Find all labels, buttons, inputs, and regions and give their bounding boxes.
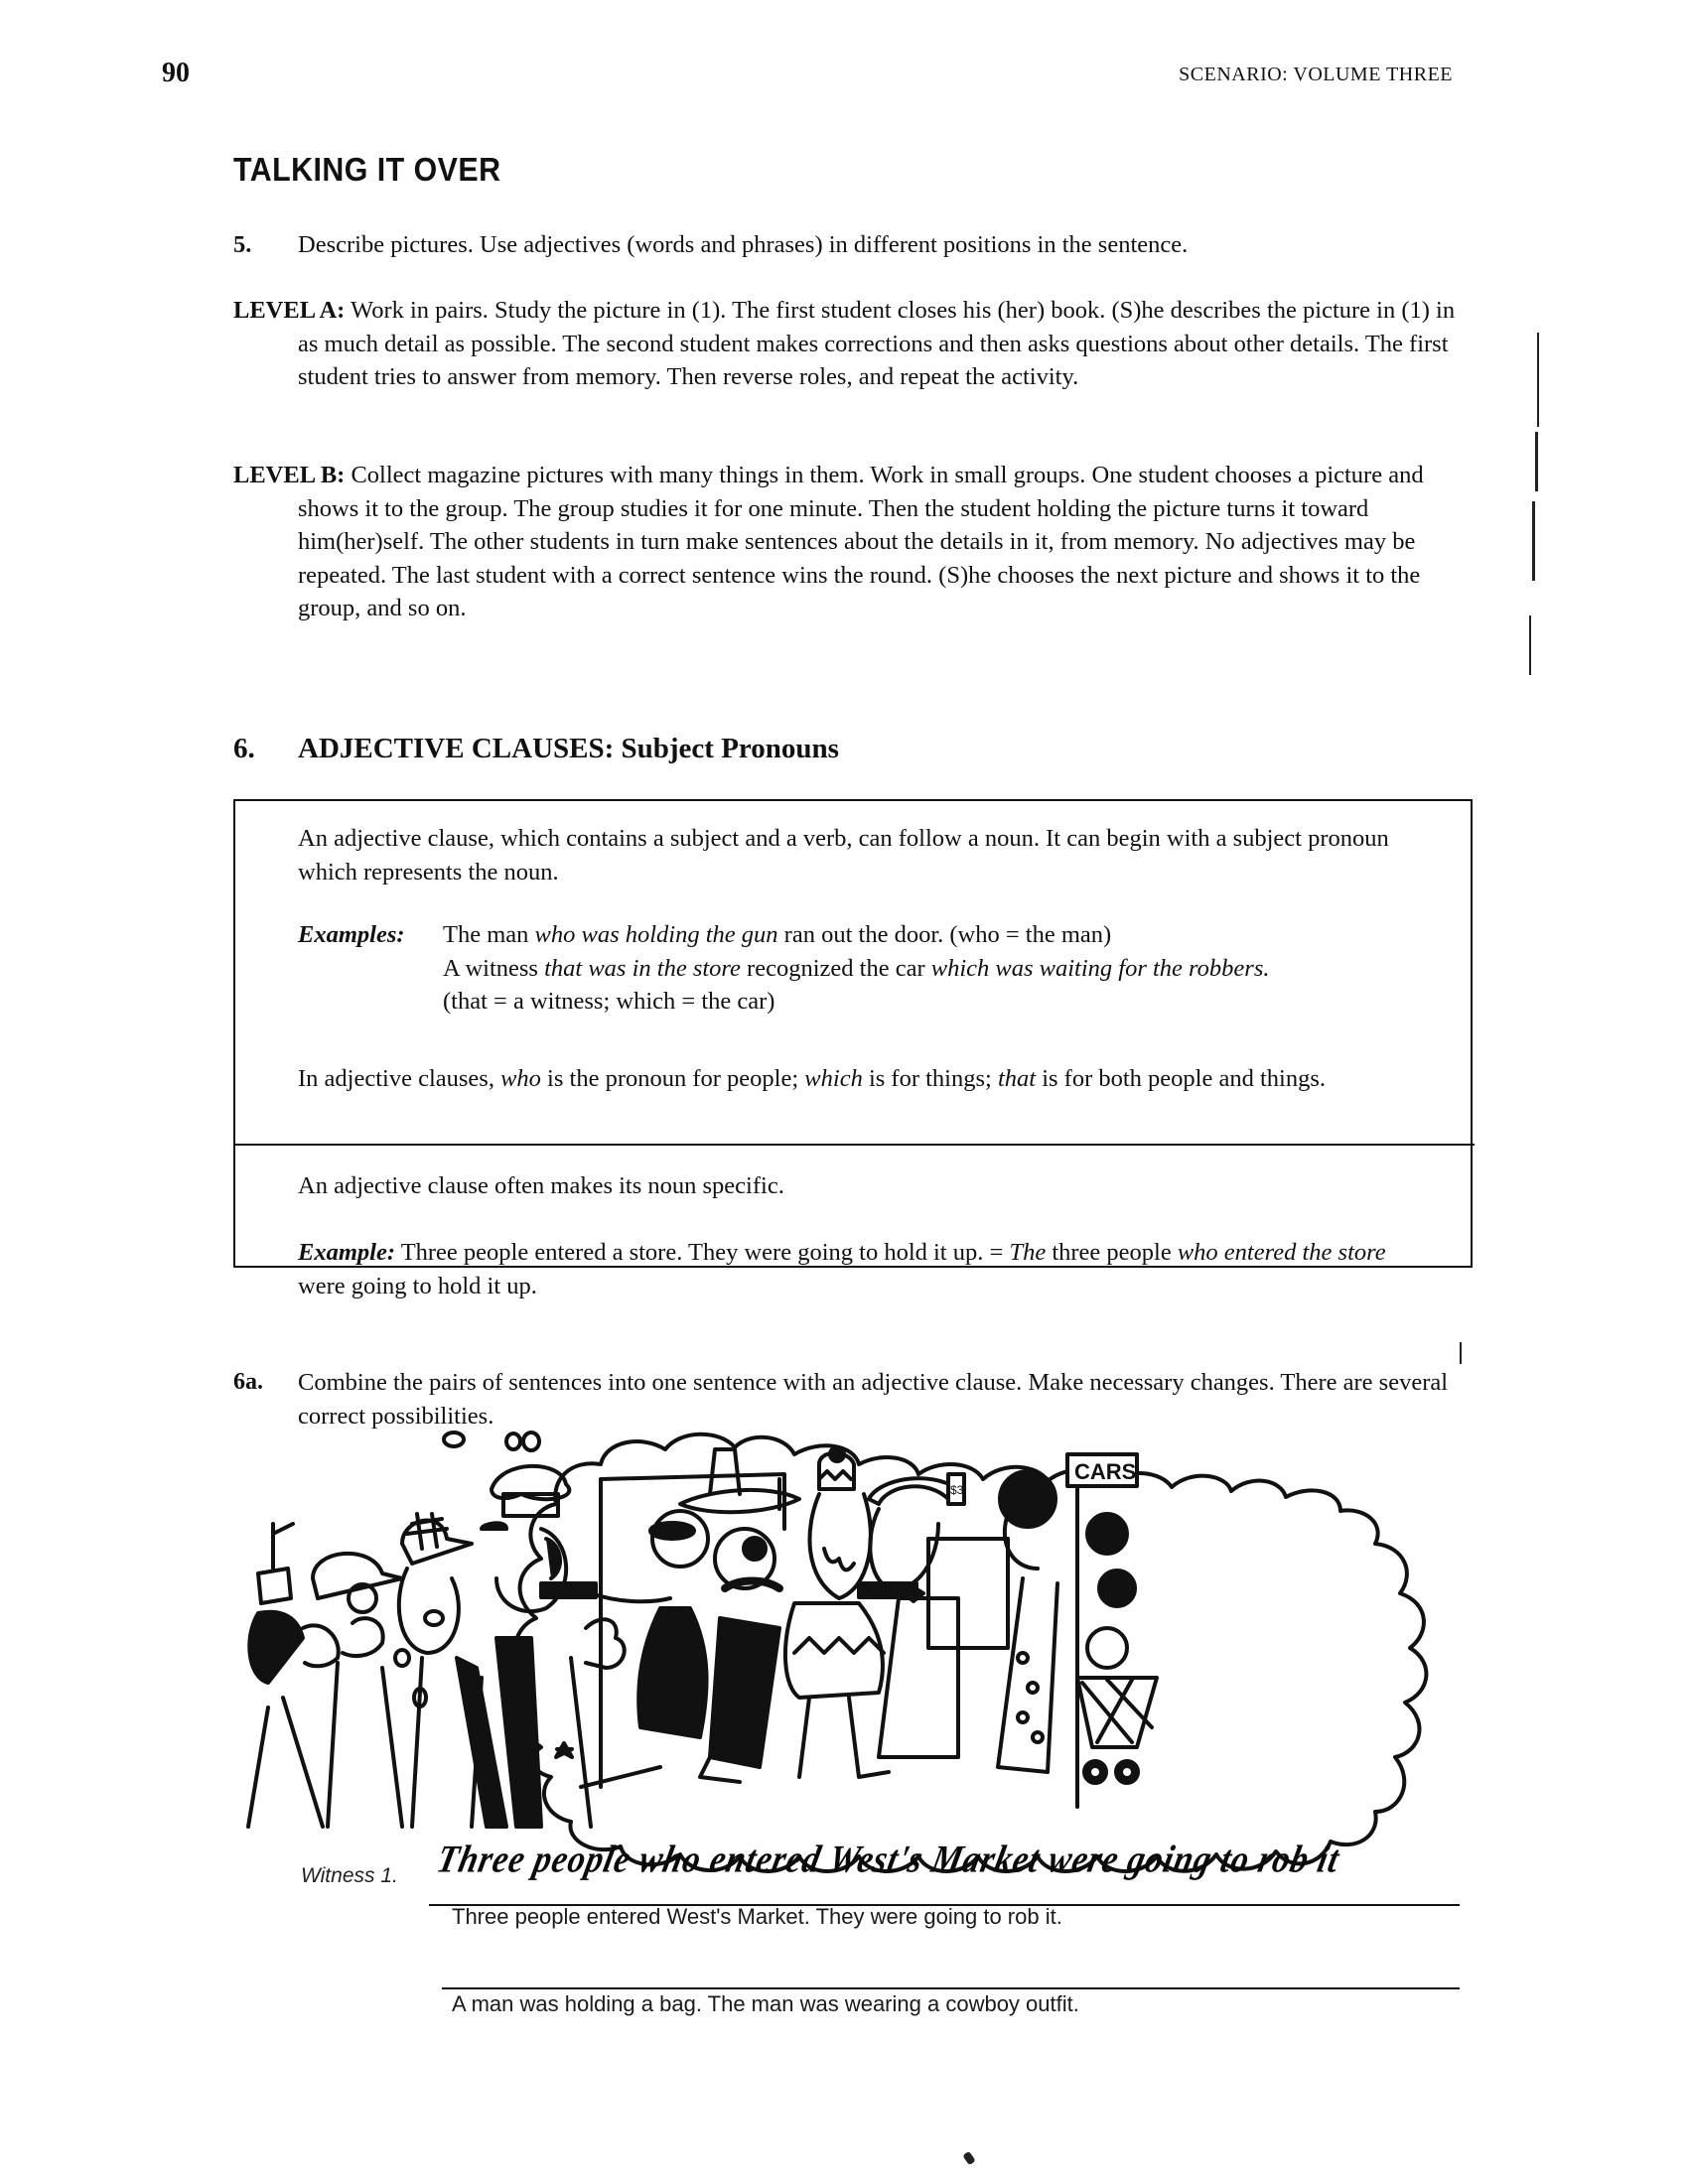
exercise-6a	[233, 1366, 1465, 1433]
note-text: is the pronoun for people;	[540, 1065, 805, 1092]
scan-artifact-line	[1529, 615, 1531, 675]
section-heading-text: ADJECTIVE CLAUSES: Subject Pronouns	[298, 733, 839, 764]
rule-text: An adjective clause, which contains a subject and a verb, can follow a noun. It can begin with a subject pronoun which represents the noun.	[298, 825, 1389, 886]
witness-man-plaid-hat	[399, 1514, 506, 1827]
scan-artifact-line	[1532, 501, 1535, 581]
specific-example	[298, 1236, 1410, 1302]
level-b-label: LEVEL B:	[233, 462, 346, 488]
examples-lines	[443, 918, 1410, 1019]
adjective-clause: which was waiting for the robbers.	[930, 954, 1270, 982]
mother-and-baby	[1077, 1514, 1157, 1783]
price-tag	[948, 1474, 964, 1504]
example-text: The man	[443, 921, 535, 948]
robbery-cartoon-illustration	[243, 1430, 1489, 1886]
store-clerk	[869, 1478, 958, 1757]
level-a-paragraph	[233, 294, 1479, 394]
adjective-clause: that was in the store	[544, 954, 741, 982]
emphasis-word: The	[1009, 1239, 1047, 1266]
example-label: Example:	[298, 1239, 395, 1266]
level-a-text: Work in pairs. Study the picture in (1). The first student closes his (her) book. (S)he describes the picture in (1) in as much detail as possible. The second student makes corrections and then asks questions about other details. The first student tries to answer from memory. Then reverse roles, and repeat the activity.	[298, 297, 1456, 390]
adjective-clause: who was holding the gun	[534, 921, 778, 948]
scan-artifact-line	[1535, 432, 1538, 491]
exercise-5	[233, 228, 1465, 262]
example-text: were going to hold it up.	[298, 1272, 537, 1299]
specific-note: An adjective clause often makes its noun specific.	[298, 1172, 784, 1199]
example-text: Three people entered a store. They were going to hold it up. =	[400, 1239, 1010, 1266]
cars-sign-text: CARS	[1074, 1459, 1137, 1484]
example-1	[443, 921, 1111, 948]
level-b-paragraph	[233, 459, 1479, 625]
price-tag-text: $3	[950, 1483, 964, 1497]
note-text: is for both people and things.	[1036, 1065, 1326, 1092]
example-text: recognized the car	[740, 954, 931, 982]
handwritten-answer[interactable]: Three people who entered West's Market were going to rob it	[433, 1839, 1344, 1881]
witness-boy-with-glasses	[313, 1554, 402, 1827]
pronoun-word: which	[804, 1065, 863, 1092]
robber-woman	[541, 1511, 708, 1737]
section-title: TALKING IT OVER	[233, 151, 501, 188]
note-text: is for things;	[862, 1065, 998, 1092]
store-counter	[928, 1539, 1008, 1648]
exercise-item-label: Witness 1.	[301, 1864, 398, 1887]
scan-artifact-mark	[962, 2151, 975, 2165]
scan-artifact-line	[1537, 333, 1539, 427]
witness-woman	[248, 1524, 339, 1827]
level-b-text: Collect magazine pictures with many things in them. Work in small groups. One student chooses a picture and shows it to the group. The group studies it for one minute. Then the student holding the picture turns it toward him(her)self. The other students in turn make sentences about the details in it, from memory. No adjectives may be repeated. The last student with a correct sentence wins the round. (S)he chooses the next picture and shows it to the group, and so on.	[298, 462, 1424, 621]
example-text: A witness	[443, 954, 545, 982]
running-head: SCENARIO: VOLUME THREE	[1179, 64, 1453, 85]
example-text: three people	[1046, 1239, 1178, 1266]
level-a-label: LEVEL A:	[233, 297, 346, 324]
scan-artifact-line	[1460, 1342, 1462, 1364]
exercise-prompt: Three people entered West's Market. They were going to rob it.	[452, 1904, 1062, 1929]
exercise-number: 6a.	[233, 1369, 263, 1395]
examples-block	[298, 918, 1410, 1019]
exercise-number: 5.	[233, 231, 252, 258]
box-divider	[233, 1144, 1475, 1146]
note-text: In adjective clauses,	[298, 1065, 501, 1092]
example-text: ran out the door. (who = the man)	[777, 921, 1112, 948]
section-6-heading	[233, 733, 839, 765]
exercise-instruction: Combine the pairs of sentences into one sentence with an adjective clause. Make necessary changes. There are several correct possibilities.	[298, 1369, 1449, 1430]
pronoun-word: who	[500, 1065, 541, 1092]
example-2	[443, 955, 1270, 982]
pronoun-note	[298, 1062, 1410, 1096]
answer-line[interactable]	[442, 1987, 1460, 1989]
examples-label: Examples:	[298, 921, 405, 948]
section-number: 6.	[233, 733, 255, 764]
example-2-gloss: (that = a witness; which = the car)	[443, 988, 775, 1015]
exercise-prompt: A man was holding a bag. The man was wearing a cowboy outfit.	[452, 1991, 1079, 2016]
pronoun-word: that	[997, 1065, 1037, 1092]
adjective-clause: who entered the store	[1177, 1239, 1386, 1266]
page-number: 90	[162, 58, 190, 88]
exercise-instruction: Describe pictures. Use adjectives (words and phrases) in different positions in the sentence.	[298, 231, 1189, 258]
